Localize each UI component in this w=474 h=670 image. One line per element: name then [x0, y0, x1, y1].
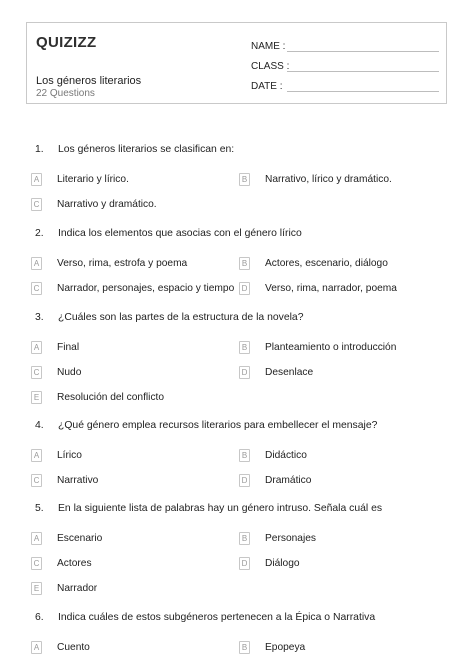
option-text: Actores: [57, 558, 92, 569]
question-text: En la siguiente lista de palabras hay un género intruso. Señala cuál es: [58, 503, 383, 514]
question-text: ¿Cuáles son las partes de la estructura de la novela?: [58, 312, 304, 323]
option-letter-box: D: [239, 557, 250, 570]
option-letter-box: A: [31, 449, 42, 462]
option-text: Dramático: [265, 475, 312, 486]
option-text: Narrativo y dramático.: [57, 199, 157, 210]
option-text: Narrativo: [57, 475, 99, 486]
class-label: CLASS :: [251, 61, 290, 72]
name-label: NAME :: [251, 41, 286, 52]
option-letter-box: B: [239, 257, 250, 270]
option-text: Escenario: [57, 533, 103, 544]
option-letter-box: B: [239, 173, 250, 186]
option-text: Nudo: [57, 367, 82, 378]
option-letter-box: C: [31, 557, 42, 570]
option-text: Narrador: [57, 583, 98, 594]
option-text: Resolución del conflicto: [57, 392, 165, 403]
class-field: [251, 61, 289, 72]
option-text: Final: [57, 342, 80, 353]
question-number: 5.: [35, 503, 44, 514]
option-text: Epopeya: [265, 642, 306, 653]
option-text: Narrador, personajes, espacio y tiempo: [57, 283, 235, 294]
quizizz-logo: QUIZIZZ: [36, 34, 97, 51]
option-letter-box: C: [31, 474, 42, 487]
option-letter-box: E: [31, 391, 42, 404]
worksheet-title: Los géneros literarios: [36, 75, 142, 87]
option-text: Desenlace: [265, 367, 314, 378]
option-letter-box: D: [239, 366, 250, 379]
option-letter-box: A: [31, 173, 42, 186]
option-letter-box: B: [239, 341, 250, 354]
option-text: Lírico: [57, 450, 82, 461]
option-letter-box: B: [239, 449, 250, 462]
question-count: 22 Questions: [36, 88, 95, 99]
option-letter-box: D: [239, 282, 250, 295]
question-number: 4.: [35, 420, 44, 431]
option-text: Verso, rima, narrador, poema: [265, 283, 397, 294]
date-field: [251, 81, 282, 92]
option-text: Personajes: [265, 533, 316, 544]
option-text: Verso, rima, estrofa y poema: [57, 258, 188, 269]
question-text: Indica los elementos que asocias con el género lírico: [58, 228, 302, 239]
date-line: [287, 91, 439, 92]
option-letter-box: C: [31, 198, 42, 211]
option-letter-box: C: [31, 366, 42, 379]
option-letter-box: C: [31, 282, 42, 295]
class-line: [287, 71, 439, 72]
option-text: Planteamiento o introducción: [265, 342, 397, 353]
worksheet-header: [26, 22, 447, 104]
name-field: [251, 41, 285, 52]
question-text: ¿Qué género emplea recursos literarios para embellecer el mensaje?: [58, 420, 378, 431]
name-line: [287, 51, 439, 52]
option-text: Cuento: [57, 642, 90, 653]
option-letter-box: A: [31, 532, 42, 545]
option-letter-box: A: [31, 341, 42, 354]
option-letter-box: D: [239, 474, 250, 487]
question-number: 1.: [35, 144, 44, 155]
option-text: Literario y lírico.: [57, 174, 129, 185]
option-letter-box: E: [31, 582, 42, 595]
question-number: 3.: [35, 312, 44, 323]
option-letter-box: B: [239, 532, 250, 545]
option-text: Didáctico: [265, 450, 307, 461]
question-number: 6.: [35, 612, 44, 623]
option-letter-box: A: [31, 641, 42, 654]
date-label: DATE :: [251, 81, 283, 92]
question-text: Indica cuáles de estos subgéneros pertenecen a la Épica o Narrativa: [58, 612, 376, 623]
option-text: Actores, escenario, diálogo: [265, 258, 388, 269]
option-text: Diálogo: [265, 558, 300, 569]
option-text: Narrativo, lírico y dramático.: [265, 174, 392, 185]
option-letter-box: B: [239, 641, 250, 654]
question-number: 2.: [35, 228, 44, 239]
option-letter-box: A: [31, 257, 42, 270]
question-text: Los géneros literarios se clasifican en:: [58, 144, 235, 155]
